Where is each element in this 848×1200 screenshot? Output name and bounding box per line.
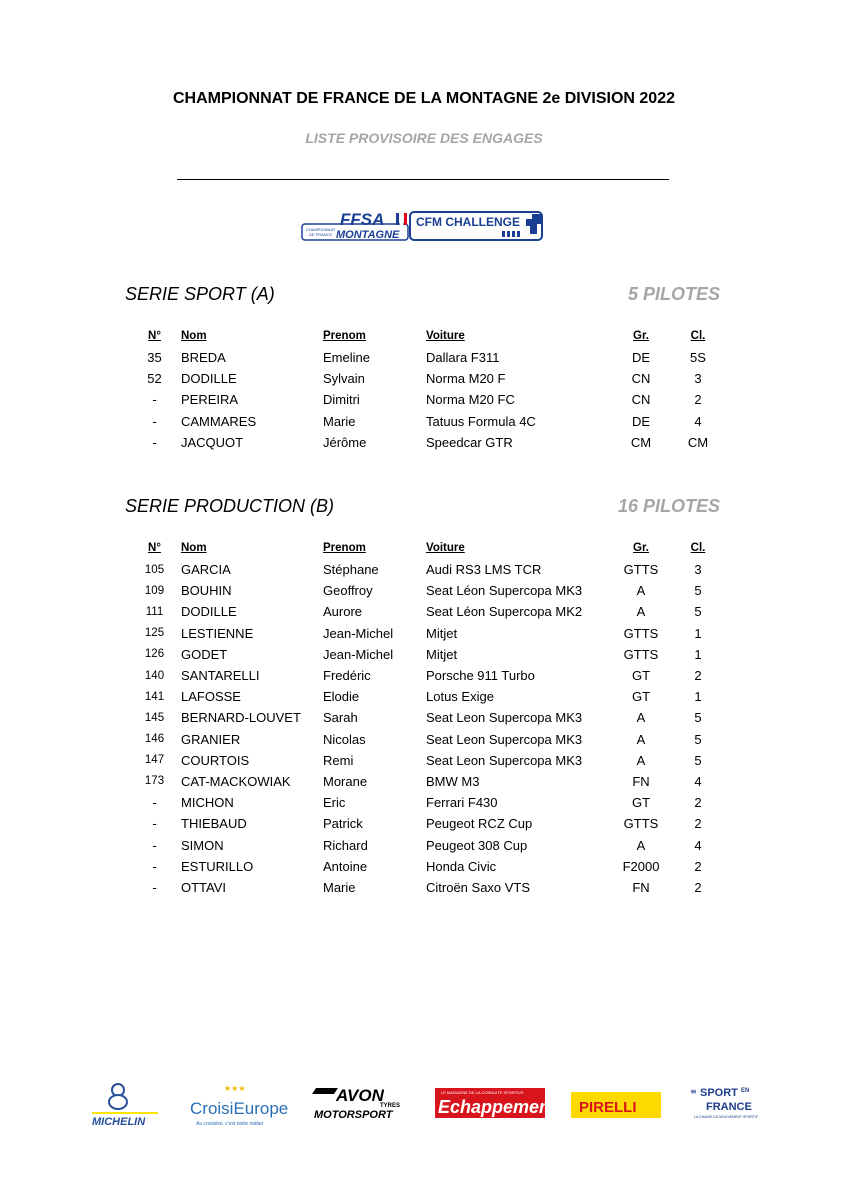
cell-nom: THIEBAUD [181,816,247,832]
cell-voiture: Speedcar GTR [426,434,513,450]
table-row [128,856,730,877]
ffsa-logo-text: FFSA [340,210,385,229]
cell-prenom: Richard [323,837,368,853]
table-body [128,559,730,898]
cell-prenom: Emeline [323,350,370,366]
cell-no: 109 [144,584,165,597]
cell-cl: 1 [694,646,702,662]
avon-tyres-text: TYRES [380,1103,401,1109]
sport-france-text: FRANCE [706,1101,752,1113]
cell-prenom: Fredéric [323,668,371,684]
cell-nom: CAT-MACKOWIAK [181,773,291,789]
cell-cl: 1 [694,625,702,641]
cell-voiture: Seat Léon Supercopa MK3 [426,583,583,599]
cell-prenom: Elodie [323,689,360,705]
table-row [128,601,730,622]
cell-prenom: Sylvain [323,371,365,387]
cell-gr: FN [632,879,650,895]
cell-prenom: Marie [323,413,356,429]
col-no: N° [148,330,161,342]
cell-nom: JACQUOT [181,434,244,450]
cell-nom: OTTAVI [181,879,227,895]
table-row [128,580,730,601]
title-divider [177,179,669,180]
cell-voiture: Lotus Exige [426,689,494,705]
cell-cl: 3 [694,371,702,387]
cell-nom: BOUHIN [181,583,232,599]
michelin-logo [92,1084,158,1128]
col-cl: Cl. [690,542,706,554]
echappement-small-text: LE MAGAZINE DE LA CONDUITE SPORTIVE [441,1090,524,1095]
col-gr: Gr. [633,330,649,342]
cell-no: 147 [144,754,165,767]
cell-cl: 5 [694,710,702,726]
table-row [128,707,730,728]
cell-no: - [152,837,157,853]
montagne-logo-text: MONTAGNE [336,229,400,241]
cell-voiture: Audi RS3 LMS TCR [426,562,542,578]
sport-en-france-logo [690,1087,758,1119]
sport-text: SPORT [700,1087,738,1099]
cell-gr: A [636,583,646,599]
cell-voiture: Seat Leon Supercopa MK3 [426,752,583,768]
cell-voiture: BMW M3 [426,773,480,789]
table-row [128,792,730,813]
table-row [128,368,730,389]
col-voiture: Voiture [426,330,465,342]
cell-voiture: Norma M20 FC [426,392,515,408]
cell-prenom: Jean-Michel [323,625,394,641]
sport-en-text: EN [741,1088,750,1094]
cell-gr: A [636,731,646,747]
col-voiture: Voiture [426,542,465,554]
cell-no: 141 [144,690,165,703]
cell-voiture: Seat Léon Supercopa MK2 [426,604,583,620]
cell-nom: DODILLE [181,371,237,387]
cell-prenom: Jérôme [323,434,367,450]
cell-no: - [152,795,157,811]
table-row [128,665,730,686]
cell-cl: 3 [694,562,702,578]
cell-voiture: Ferrari F430 [426,795,498,811]
section-title-production: SERIE PRODUCTION (B) [125,496,335,516]
cell-nom: GODET [181,646,228,662]
table-row [128,411,730,432]
col-nom: Nom [181,330,207,342]
table-row [128,389,730,410]
cell-no: 146 [144,733,165,746]
cell-no: 52 [147,371,162,387]
cell-no: 145 [144,711,165,724]
cell-no: - [152,816,157,832]
cell-cl: 5 [694,604,702,620]
cell-prenom: Sarah [323,710,358,726]
cell-nom: SIMON [181,837,224,853]
cell-voiture: Norma M20 F [426,371,506,387]
svg-text:★★★: ★★★ [224,1084,246,1093]
croisieurope-logo [190,1084,288,1127]
cell-cl: 2 [694,816,702,832]
avon-logo [312,1086,400,1121]
section-count-production: 16 PILOTES [617,496,720,516]
col-nom: Nom [181,542,207,554]
cell-no: 111 [145,605,164,618]
croisieurope-text: CroisiEurope [190,1099,289,1118]
sponsor-logos [86,1082,766,1128]
document-subtitle: LISTE PROVISOIRE DES ENGAGES [305,130,543,146]
table-header [128,325,730,347]
cell-gr: GT [631,668,651,684]
cell-nom: GARCIA [181,562,231,578]
cell-voiture: Porsche 911 Turbo [426,668,535,684]
cell-nom: COURTOIS [181,752,250,768]
table-header [128,537,730,559]
cell-gr: GTTS [623,646,659,662]
cell-nom: ESTURILLO [181,858,254,874]
cell-no: 125 [144,627,165,640]
cell-voiture: Mitjet [426,625,458,641]
cell-cl: 5 [694,731,702,747]
cell-voiture: Seat Leon Supercopa MK3 [426,710,583,726]
cell-prenom: Jean-Michel [323,646,394,662]
cell-prenom: Eric [323,795,346,811]
cell-cl: 2 [694,879,702,895]
table-row [128,623,730,644]
cell-voiture: Peugeot 308 Cup [426,837,528,853]
michelin-text: MICHELIN [92,1116,146,1128]
cell-no: - [152,434,157,450]
table-row [128,834,730,855]
cell-nom: LAFOSSE [181,689,241,705]
cell-gr: DE [631,350,651,366]
echappement-logo [435,1088,557,1118]
cell-cl: 4 [694,413,702,429]
table-row [128,432,730,453]
cell-no: 105 [144,563,165,576]
cell-voiture: Tatuus Formula 4C [426,413,536,429]
cell-nom: LESTIENNE [181,625,254,641]
cell-gr: GTTS [623,562,659,578]
cell-nom: MICHON [181,795,234,811]
table-row [128,347,730,368]
cell-no: 173 [144,775,165,788]
cell-prenom: Remi [323,752,354,768]
cell-no: - [152,392,157,408]
cell-nom: CAMMARES [181,413,257,429]
croisieurope-tagline: Au croisière, c'est notre métier [196,1121,264,1127]
cell-gr: DE [631,413,651,429]
cell-no: - [152,858,157,874]
cell-voiture: Honda Civic [426,858,497,874]
cell-voiture: Citroën Saxo VTS [426,879,531,895]
cell-nom: BREDA [181,350,226,366]
col-prenom: Prenom [323,330,366,342]
cell-prenom: Geoffroy [323,583,373,599]
cell-gr: A [636,710,646,726]
col-no: N° [148,542,161,554]
cell-gr: CN [631,392,651,408]
cell-no: 126 [144,648,165,661]
table-row [128,750,730,771]
col-cl: Cl. [690,330,706,342]
avon-motorsport-text: MOTORSPORT [314,1109,393,1121]
cell-prenom: Stéphane [323,562,379,578]
cell-cl: 5 [694,583,702,599]
table-row [128,729,730,750]
cell-voiture: Seat Leon Supercopa MK3 [426,731,583,747]
cell-voiture: Dallara F311 [426,350,500,366]
sport-tagline-text: LA CHAINE DU MOUVEMENT SPORTIF [694,1115,759,1119]
cell-gr: CN [631,371,651,387]
cell-gr: CM [630,434,652,450]
table-row [128,771,730,792]
cell-no: - [152,879,157,895]
cell-prenom: Nicolas [323,731,366,747]
cell-nom: PEREIRA [181,392,239,408]
cell-prenom: Aurore [323,604,363,620]
col-gr: Gr. [633,542,649,554]
cell-nom: BERNARD-LOUVET [181,710,301,726]
table-row [128,644,730,665]
cell-gr: A [636,604,646,620]
table-row [128,686,730,707]
cell-prenom: Patrick [323,816,363,832]
table-row [128,559,730,580]
document-title: CHAMPIONNAT DE FRANCE DE LA MONTAGNE 2e DIVISION 2022 [173,90,675,107]
pirelli-text: PIRELLI [579,1099,637,1116]
ffsa-small-2: DE FRANCE [309,232,333,237]
cell-prenom: Dimitri [323,392,360,408]
pirelli-logo [571,1092,661,1118]
cell-gr: A [636,837,646,853]
table-body [128,347,730,453]
cell-gr: A [636,752,646,768]
cell-prenom: Marie [323,879,356,895]
avon-text: AVON [336,1086,384,1105]
cell-cl: 1 [694,689,702,705]
cell-cl: 4 [694,773,702,789]
cell-cl: 2 [694,668,702,684]
cell-gr: GT [631,689,651,705]
cfm-logo-text: CFM CHALLENGE [416,215,520,229]
section-title-sport: SERIE SPORT (A) [125,284,275,304]
echappement-text: Echappement [438,1097,557,1117]
cell-gr: GTTS [623,816,659,832]
col-prenom: Prenom [323,542,366,554]
ffsa-cfm-logo [300,210,548,244]
cell-nom: GRANIER [181,731,241,747]
cell-cl: CM [687,434,709,450]
cell-no: - [152,413,157,429]
table-row [128,813,730,834]
section-count-sport: 5 PILOTES [627,284,720,304]
cell-cl: 2 [694,392,702,408]
cell-no: 35 [147,350,162,366]
cell-gr: GTTS [623,625,659,641]
cell-cl: 4 [694,837,702,853]
svg-text:≡: ≡ [690,1087,697,1096]
cell-no: 140 [144,669,165,682]
cell-cl: 5 [694,752,702,768]
cell-nom: DODILLE [181,604,237,620]
cell-prenom: Morane [323,773,368,789]
cell-cl: 5S [690,350,706,366]
cell-gr: FN [632,773,650,789]
cell-gr: GT [631,795,651,811]
ffsa-small-1: CHAMPIONNAT [306,227,336,232]
cell-prenom: Antoine [323,858,368,874]
cell-gr: F2000 [622,858,660,874]
table-sport [128,325,730,453]
cell-nom: SANTARELLI [181,668,260,684]
cell-cl: 2 [694,858,702,874]
cell-voiture: Peugeot RCZ Cup [426,816,533,832]
table-row [128,877,730,898]
cell-cl: 2 [694,795,702,811]
cell-voiture: Mitjet [426,646,458,662]
table-production [128,537,730,898]
